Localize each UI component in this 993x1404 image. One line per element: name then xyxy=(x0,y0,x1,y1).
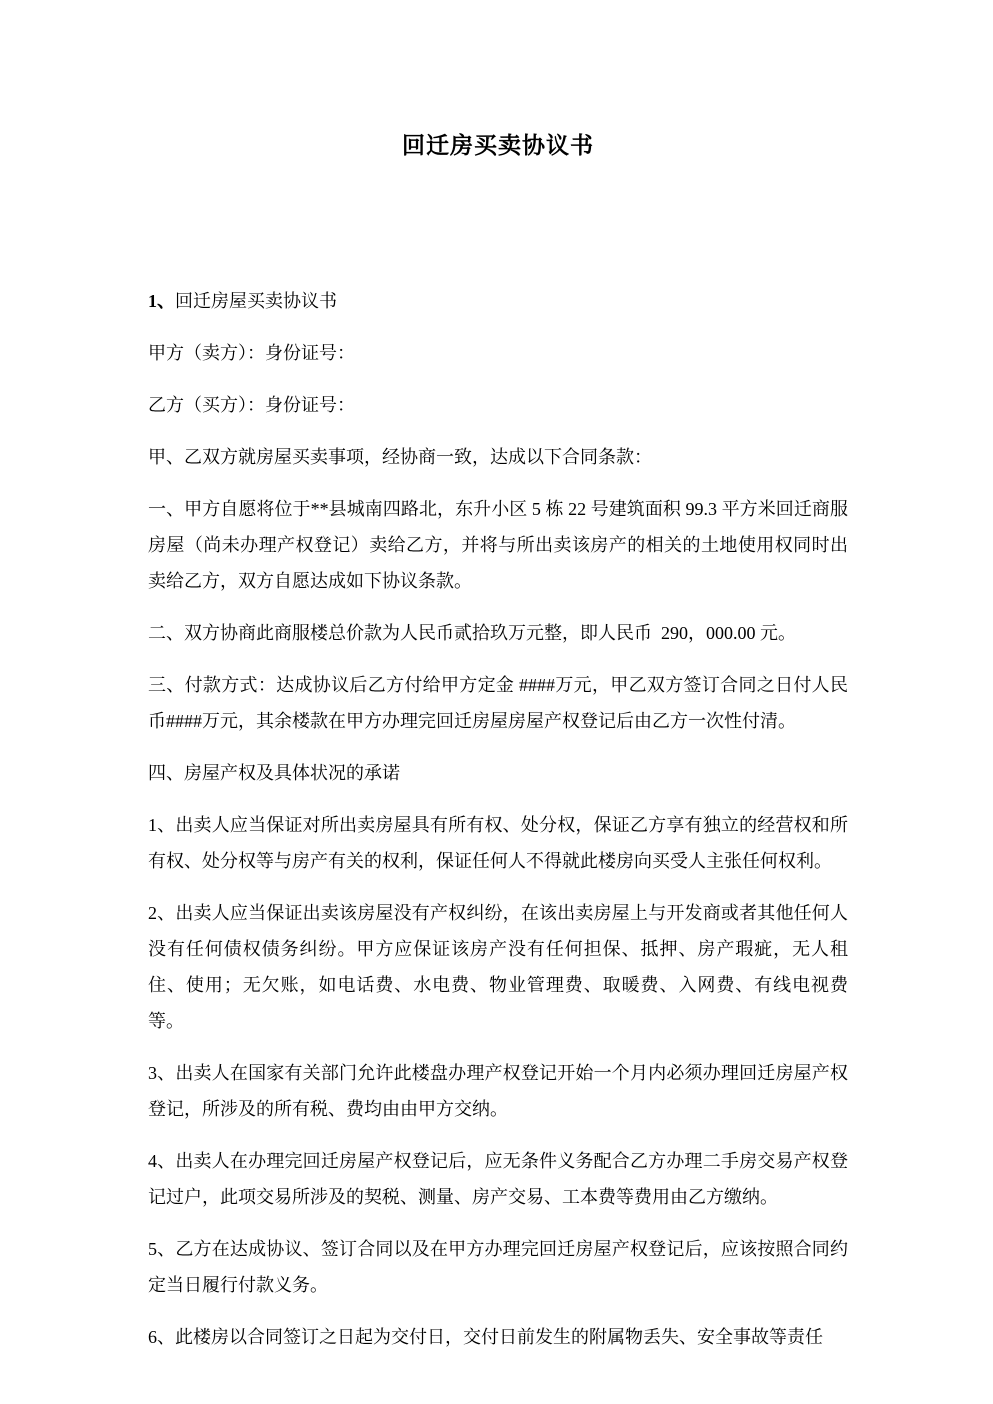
list-item-heading xyxy=(148,283,848,319)
paragraph-clause-4-item-5: 5、乙方在达成协议、签订合同以及在甲方办理完回迁房屋产权登记后，应该按照合同约定当日履行付款义务。 xyxy=(148,1239,848,1295)
paragraph-clause-4: 四、房屋产权及具体状况的承诺 xyxy=(148,763,400,783)
item-heading-text: 回迁房屋买卖协议书 xyxy=(175,291,337,311)
paragraph-clause-4-item-3: 3、出卖人在国家有关部门允许此楼盘办理产权登记开始一个月内必须办理回迁房屋产权登记，所涉及的所有税、费均由由甲方交纳。 xyxy=(148,1063,848,1119)
paragraph-clause-3: 三、付款方式：达成协议后乙方付给甲方定金 ####万元，甲乙双方签订合同之日付人民币####万元，其余楼款在甲方办理完回迁房屋房屋产权登记后由乙方一次性付清。 xyxy=(148,675,848,731)
paragraph-clause-4-item-4: 4、出卖人在办理完回迁房屋产权登记后，应无条件义务配合乙方办理二手房交易产权登记过户，此项交易所涉及的契税、测量、房产交易、工本费等费用由乙方缴纳。 xyxy=(148,1151,848,1207)
document-title: 回迁房买卖协议书 xyxy=(402,133,594,158)
item-number: 1、 xyxy=(148,291,175,311)
paragraph-party-b: 乙方（买方）：身份证号： xyxy=(148,395,355,415)
paragraph-clause-4-item-2: 2、出卖人应当保证出卖该房屋没有产权纠纷，在该出卖房屋上与开发商或者其他任何人没有任何债权债务纠纷。甲方应保证该房产没有任何担保、抵押、房产瑕疵，无人租住、使用；无欠账，如电话费、水电费、物业管理费、取暖费、入网费、有线电视费等。 xyxy=(148,903,848,1031)
paragraph-clause-2: 二、双方协商此商服楼总价款为人民币贰拾玖万元整，即人民币 290，000.00 元。 xyxy=(148,623,796,643)
paragraph-clause-4-item-1: 1、出卖人应当保证对所出卖房屋具有所有权、处分权，保证乙方享有独立的经营权和所有权、处分权等与房产有关的权利，保证任何人不得就此楼房向买受人主张任何权利。 xyxy=(148,815,848,871)
paragraph-preamble: 甲、乙双方就房屋买卖事项，经协商一致，达成以下合同条款： xyxy=(148,447,652,467)
paragraph-clause-1: 一、甲方自愿将位于**县城南四路北，东升小区 5 栋 22 号建筑面积 99.3 平方米回迁商服房屋（尚未办理产权登记）卖给乙方，并将与所出卖该房产的相关的土地使用权同时出卖给乙方，双方自愿达成如下协议条款。 xyxy=(148,499,848,591)
paragraph-party-a: 甲方（卖方）：身份证号： xyxy=(148,343,355,363)
paragraph-clause-4-item-6: 6、此楼房以合同签订之日起为交付日，交付日前发生的附属物丢失、安全事故等责任 xyxy=(148,1327,823,1347)
